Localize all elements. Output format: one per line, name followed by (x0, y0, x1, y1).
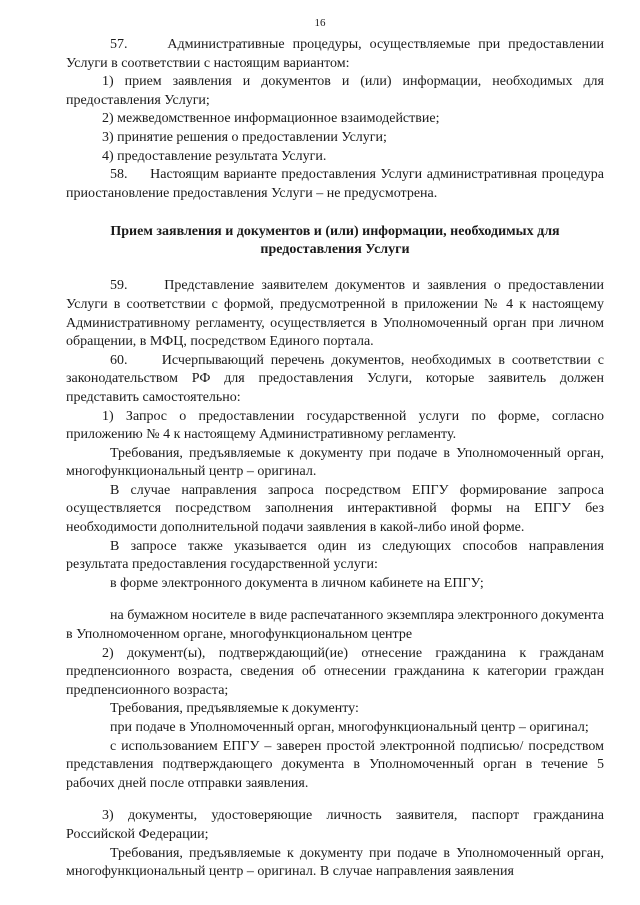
list-item: 4) предоставление результата Услуги. (102, 148, 327, 164)
paragraph: Требования, предъявляемые к документу при подаче в Уполномоченный орган, многофункциональный центр – оригинал. В случае направления заявления (66, 845, 604, 880)
paragraph-59: 59. Представление заявителем документов и заявления о предоставлении Услуги в соответствии с формой, предусмотренной в приложении № 4 к настоящему Административному регламенту, осуществляется в Уполномоченный орган при личном обращении, в МФЦ, посредством Единого портала. (66, 278, 604, 350)
list-item: 3) документы, удостоверяющие личность заявителя, паспорт гражданина Российской Федерации; (66, 808, 604, 842)
document-body (66, 36, 604, 882)
section-heading: Прием заявления и документов и (или) информации, необходимых для предоставления Услуги (110, 224, 560, 258)
page-number: 16 (314, 17, 326, 29)
paragraph: при подаче в Уполномоченный орган, многофункциональный центр – оригинал; (110, 720, 589, 735)
paragraph: в форме электронного документа в личном кабинете на ЕПГУ; (110, 575, 484, 591)
paragraph: с использованием ЕПГУ – заверен простой электронной подписью/ посредством представления подтверждающего документа в Уполномоченный орган в течение 5 рабочих дней после отправки заявления. (66, 738, 604, 791)
paragraph: на бумажном носителе в виде распечатанного экземпляра электронного документа в Уполномоченном органе, многофункциональном центре (66, 608, 604, 643)
paragraph-57: 57. Административные процедуры, осуществляемые при предоставлении Услуги в соответствии с настоящим вариантом: (66, 37, 604, 71)
paragraph-58: 58. Настоящим варианте предоставления Услуги административная процедура приостановление предоставления Услуги – не предусмотрена. (66, 167, 604, 201)
list-item: 1) прием заявления и документов и (или) информации, необходимых для предоставления Услуги; (66, 74, 604, 108)
paragraph: В случае направления запроса посредством ЕПГУ формирование запроса осуществляется посредством заполнения интерактивной формы на ЕПГУ без необходимости дополнительной подачи заявления в какой-либо иной форме. (66, 482, 604, 536)
list-item: 2) межведомственное информационное взаимодействие; (102, 111, 440, 127)
paragraph: В запросе также указывается один из следующих способов направления результата предоставления государственной услуги: (66, 538, 604, 573)
list-item: 1) Запрос о предоставлении государственной услуги по форме, согласно приложению № 4 к настоящему Административному регламенту. (66, 408, 604, 443)
list-item: 3) принятие решения о предоставлении Услуги; (102, 129, 387, 145)
list-item: 2) документ(ы), подтверждающий(ие) отнесение гражданина к гражданам предпенсионного возраста, сведения об отнесении гражданина к категории граждан предпенсионного возраста; (66, 645, 604, 698)
paragraph: Требования, предъявляемые к документу: (110, 701, 359, 717)
paragraph-60: 60. Исчерпывающий перечень документов, необходимых в соответствии с законодательством РФ для предоставления Услуги, которые заявитель должен представить самостоятельно: (66, 352, 604, 405)
paragraph: Требования, предъявляемые к документу при подаче в Уполномоченный орган, многофункциональный центр – оригинал. (66, 445, 604, 480)
